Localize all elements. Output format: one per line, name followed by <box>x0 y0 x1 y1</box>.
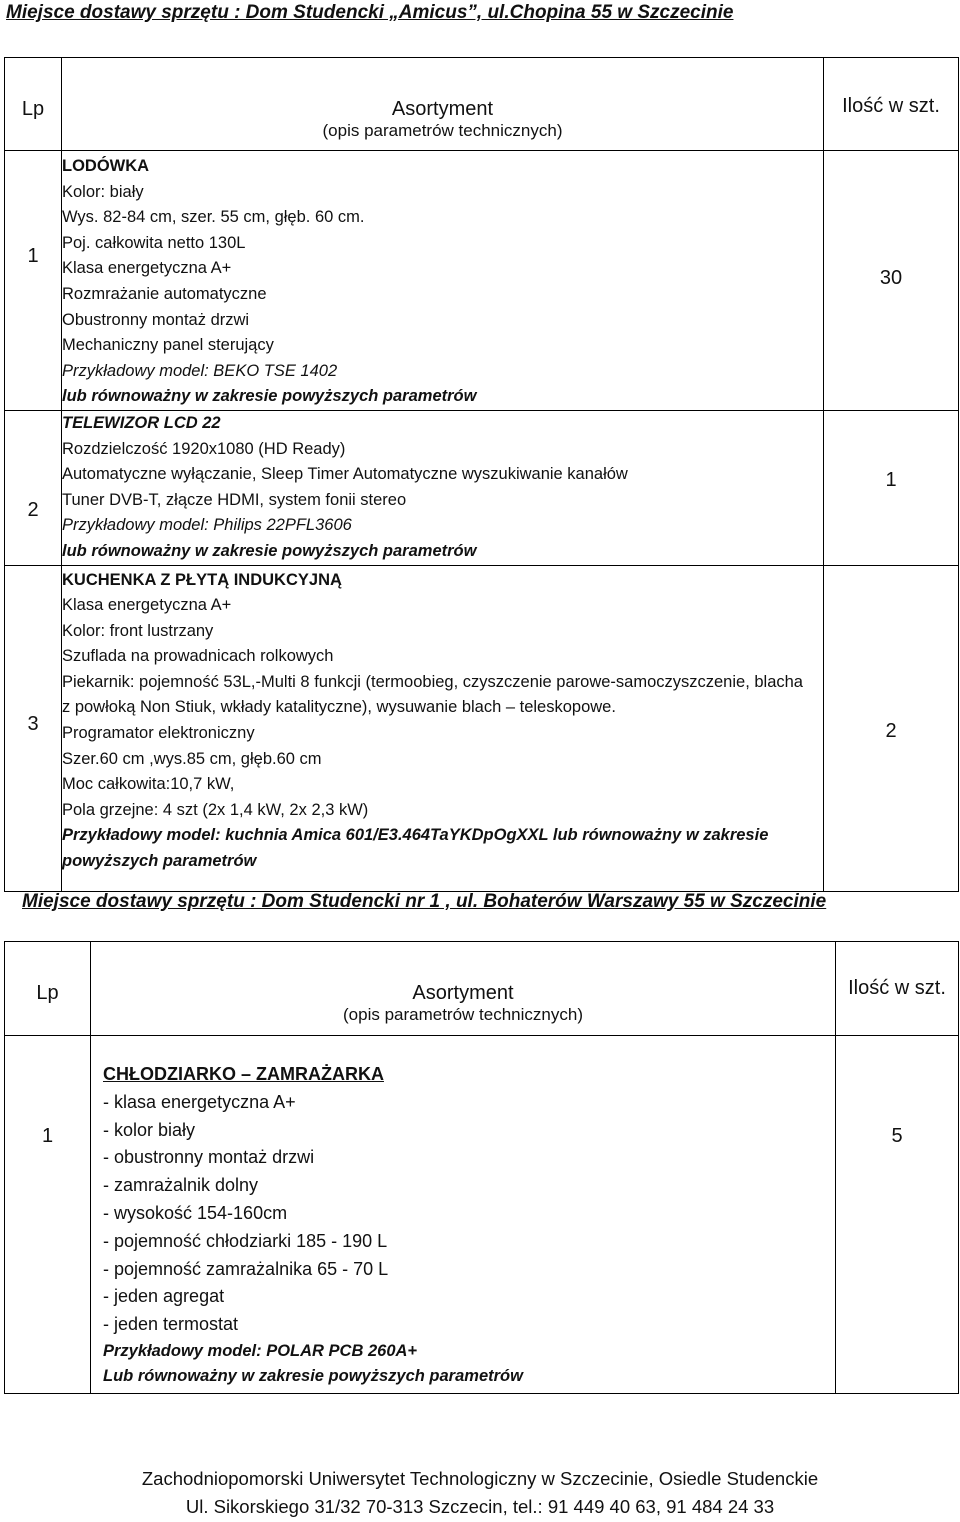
spec-line: Klasa energetyczna A+ <box>62 596 232 615</box>
header-qty: Ilość w szt. <box>836 942 959 1036</box>
row-lp <box>5 151 62 411</box>
row-description <box>62 410 824 565</box>
spec-line: Kolor: front lustrzany <box>62 621 214 640</box>
row-lp <box>5 565 62 891</box>
product-name: TELEWIZOR LCD 22 <box>62 413 221 432</box>
equivalent-note: lub równoważny w zakresie powyższych parametrów <box>62 541 477 560</box>
spec-line: - pojemność zamrażalnika 65 - 70 L <box>103 1258 389 1279</box>
spec-line: Klasa energetyczna A+ <box>62 259 232 278</box>
table-row <box>5 1036 959 1394</box>
row-lp <box>5 1036 91 1394</box>
assortment-table-ds1 <box>4 941 959 1394</box>
equivalent-note: lub równoważny w zakresie powyższych parametrów <box>62 387 477 406</box>
spec-line: Obustronny montaż drzwi <box>62 310 250 329</box>
row-description <box>62 565 824 891</box>
example-model: Przykładowy model: POLAR PCB 260A+ <box>103 1341 418 1360</box>
spec-line: - wysokość 154-160cm <box>103 1202 288 1223</box>
table-row <box>5 151 959 411</box>
table-header-row <box>5 58 959 151</box>
spec-line: - zamrażalnik dolny <box>103 1175 259 1196</box>
header-assortment-title: Asortyment <box>412 982 514 1004</box>
spec-line: - jeden termostat <box>103 1314 239 1335</box>
row-description <box>91 1036 836 1394</box>
spec-line: Rozmrażanie automatyczne <box>62 284 267 303</box>
header-assortment <box>91 942 836 1036</box>
spec-line: Moc całkowita:10,7 kW, <box>62 775 235 794</box>
header-lp: Lp <box>5 58 62 151</box>
example-model: Przykładowy model: kuchnia Amica 601/E3.464TaYKDpOgXXL lub równoważny w zakresie powyższych parametrów <box>62 826 769 871</box>
product-name: KUCHENKA Z PŁYTĄ INDUKCYJNĄ <box>62 570 342 589</box>
spec-line: Szer.60 cm ,wys.85 cm, głęb.60 cm <box>62 749 322 768</box>
spec-line: Rozdzielczość 1920x1080 (HD Ready) <box>62 439 346 458</box>
product-name: LODÓWKA <box>62 157 150 175</box>
spec-line: - klasa energetyczna A+ <box>103 1091 296 1112</box>
spec-line: - jeden agregat <box>103 1286 225 1307</box>
spec-line: Kolor: biały <box>62 182 144 201</box>
spec-line: Pola grzejne: 4 szt (2x 1,4 kW, 2x 2,3 kW) <box>62 800 369 819</box>
row-lp-number: 3 <box>27 712 39 735</box>
footer-address: Ul. Sikorskiego 31/32 70-313 Szczecin, tel.: 91 449 40 63, 91 484 24 33 <box>185 1496 775 1517</box>
spec-line: - pojemność chłodziarki 185 - 190 L <box>103 1230 388 1251</box>
table-header-row <box>5 942 959 1036</box>
row-lp-number: 1 <box>41 1125 54 1147</box>
footer-institution: Zachodniopomorski Uniwersytet Technologiczny w Szczecinie, Osiedle Studenckie <box>141 1468 819 1489</box>
header-assortment-subtitle: (opis parametrów technicznych) <box>343 1005 583 1024</box>
delivery-heading-ds1: Miejsce dostawy sprzętu : Dom Studencki nr 1 , ul. Bohaterów Warszawy 55 w Szczecinie <box>22 891 827 912</box>
row-lp-number: 1 <box>27 245 39 267</box>
spec-line: - obustronny montaż drzwi <box>103 1147 315 1168</box>
row-qty: 5 <box>836 1036 959 1394</box>
oven-spec: Piekarnik: pojemność 53L,-Multi 8 funkcji (termoobieg, czyszczenie parowe-samoczyszczenie, blacha z powłoką Non Stiuk, wkłady katalityczne), wysuwanie blach – teleskopowe. <box>62 672 803 717</box>
spec-line: Wys. 82-84 cm, szer. 55 cm, głęb. 60 cm. <box>62 208 365 227</box>
row-lp-number: 2 <box>27 498 39 521</box>
table-row <box>5 410 959 565</box>
spec-line: Tuner DVB-T, złącze HDMI, system fonii stereo <box>62 490 407 509</box>
row-description <box>62 151 824 411</box>
header-assortment-title: Asortyment <box>391 98 494 120</box>
row-qty: 1 <box>824 410 959 565</box>
table-row <box>5 565 959 891</box>
header-lp: Lp <box>5 942 91 1036</box>
equivalent-note: Lub równoważny w zakresie powyższych parametrów <box>103 1366 523 1385</box>
example-model: Przykładowy model: Philips 22PFL3606 <box>62 516 352 535</box>
spec-line: Programator elektroniczny <box>62 724 255 743</box>
example-model: Przykładowy model: BEKO TSE 1402 <box>62 361 338 380</box>
spec-line: - kolor biały <box>103 1119 196 1140</box>
row-lp <box>5 410 62 565</box>
spec-line: Automatyczne wyłączanie, Sleep Timer Automatyczne wyszukiwanie kanałów <box>62 465 628 484</box>
row-qty: 2 <box>824 565 959 891</box>
header-qty: Ilość w szt. <box>824 58 959 151</box>
header-assortment <box>62 58 824 151</box>
row-qty: 30 <box>824 151 959 411</box>
spec-line: Szuflada na prowadnicach rolkowych <box>62 647 334 666</box>
assortment-table-amicus <box>4 57 959 892</box>
header-assortment-subtitle: (opis parametrów technicznych) <box>322 121 563 140</box>
spec-line: Mechaniczny panel sterujący <box>62 336 274 355</box>
product-name: CHŁODZIARKO – ZAMRAŻARKA <box>103 1064 384 1084</box>
spec-line: Poj. całkowita netto 130L <box>62 233 246 252</box>
delivery-heading-amicus: Miejsce dostawy sprzętu : Dom Studencki „Amicus”, ul.Chopina 55 w Szczecinie <box>6 2 734 23</box>
